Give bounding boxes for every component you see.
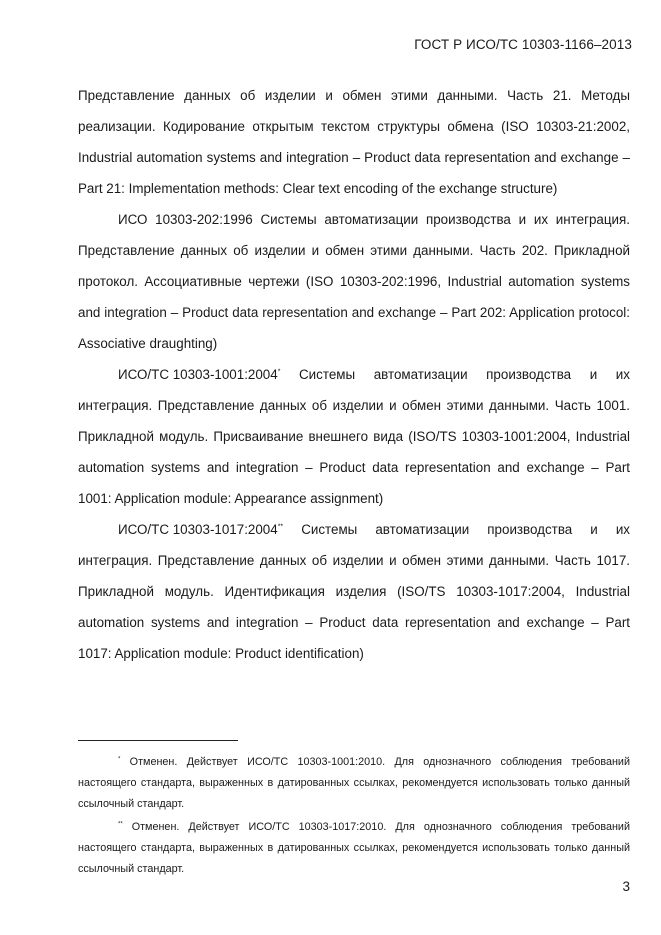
page-number: 3 [622,879,630,894]
word: автоматизации [373,367,468,382]
word: их [615,367,630,382]
word: их [615,522,630,537]
footnotes [78,752,630,882]
word: автоматизации [375,522,470,537]
reference-continuation: интеграция. Представление данных об изделии и обмен этими данными. Часть 1001. Прикладной модуль. Присваивание внешнего вида (ISO/TS 10303-1001:2004, Industrial automation systems and integration – Product data representation and exchange – Part 1001: Application module: Appearance assignment) [78,398,630,506]
document-header: ГОСТ Р ИСО/ТС 10303-1166–2013 [414,37,632,52]
reference-first-line [78,359,630,390]
reference-paragraph-1001 [78,359,630,514]
footnote-marker: ** [118,821,123,828]
word: Системы [301,522,358,537]
footnote-marker: * [118,756,121,763]
reference-continuation: интеграция. Представление данных об изделии и обмен этими данными. Часть 1017. Прикладной модуль. Идентификация изделия (ISO/TS 10303-1017:2004, Industrial automation systems and integration – Product data representation and exchange – Part 1017: Application module: Product identification) [78,553,630,661]
reference-designation: ИСО/ТС 10303-1017:2004** [118,522,284,537]
footnote-marker: * [277,368,281,376]
footnote-1: * Отменен. Действует ИСО/ТС 10303-1001:2010. Для однозначного соблюдения требований настоящего стандарта, выраженных в датированных ссылках, рекомендуется использовать только данный ссылочный стандарт. [78,756,630,810]
footnote-marker: ** [277,523,284,531]
word: и [589,367,598,382]
reference-first-line [78,514,630,545]
normative-references-body [78,80,630,669]
word: производства [486,367,572,382]
reference-paragraph-21: Представление данных об изделии и обмен этими данными. Часть 21. Методы реализации. Кодирование открытым текстом структуры обмена (ISO 10303-21:2002, Industrial automation systems and integration – Product data representation and exchange – Part 21: Implementation methods: Clear text encoding of the exchange structure) [78,88,630,196]
word: производства [487,522,573,537]
reference-designation: ИСО/ТС 10303-1001:2004* [118,367,281,382]
footnote-separator [78,740,238,741]
word: Системы [299,367,356,382]
reference-paragraph-1017 [78,514,630,669]
word: и [590,522,598,537]
footnote-2: ** Отменен. Действует ИСО/ТС 10303-1017:2010. Для однозначного соблюдения требований настоящего стандарта, выраженных в датированных ссылках, рекомендуется использовать только данный ссылочный стандарт. [78,821,630,875]
reference-paragraph-202: ИСО 10303-202:1996 Системы автоматизации производства и их интеграция. Представление данных об изделии и обмен этими данными. Часть 202. Прикладной протокол. Ассоциативные чертежи (ISO 10303-202:1996, Industrial automation systems and integration – Product data representation and exchange – Part 202: Application protocol: Associative draughting) [78,212,630,351]
